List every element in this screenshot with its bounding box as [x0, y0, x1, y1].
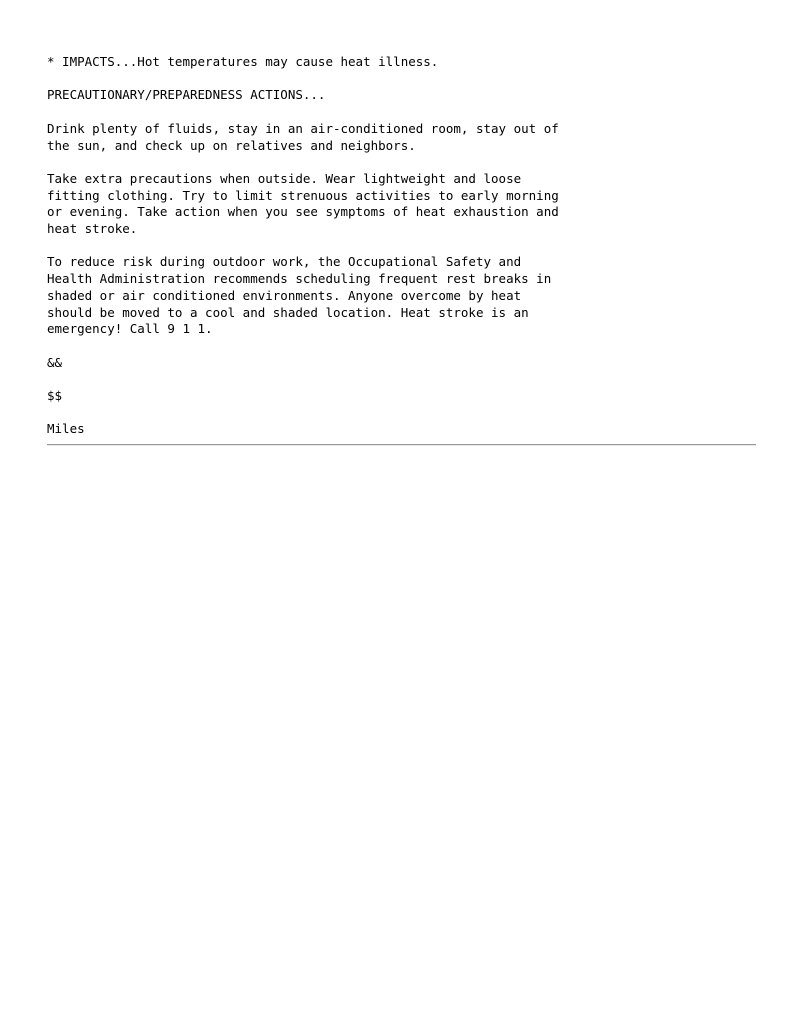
- product-terminator: $$: [47, 388, 63, 404]
- impacts-line: * IMPACTS...Hot temperatures may cause heat illness.: [47, 54, 439, 69]
- precautions-paragraph: Take extra precautions when outside. Wear lightweight and loose fitting clothing. Try to limit strenuous activities to early morning or evening. Take action when you see symptoms of heat exhaustion and heat stroke.: [47, 170, 559, 237]
- bulletin-body: [47, 54, 756, 454]
- forecaster-signature: Miles: [47, 421, 85, 437]
- precautionary-heading: PRECAUTIONARY/PREPAREDNESS ACTIONS...: [47, 87, 326, 103]
- section-terminator: &&: [47, 354, 63, 370]
- fluids-paragraph: Drink plenty of fluids, stay in an air-conditioned room, stay out of the sun, and check up on relatives and neighbors.: [47, 120, 559, 153]
- bulletin-text: [47, 54, 756, 438]
- outdoor-work-paragraph: To reduce risk during outdoor work, the Occupational Safety and Health Administration recommends scheduling frequent rest breaks in shaded or air conditioned environments. Anyone overcome by heat should be moved to a cool and shaded location. Heat stroke is an emergency! Call 9 1 1.: [47, 254, 552, 337]
- divider-line: [47, 444, 756, 446]
